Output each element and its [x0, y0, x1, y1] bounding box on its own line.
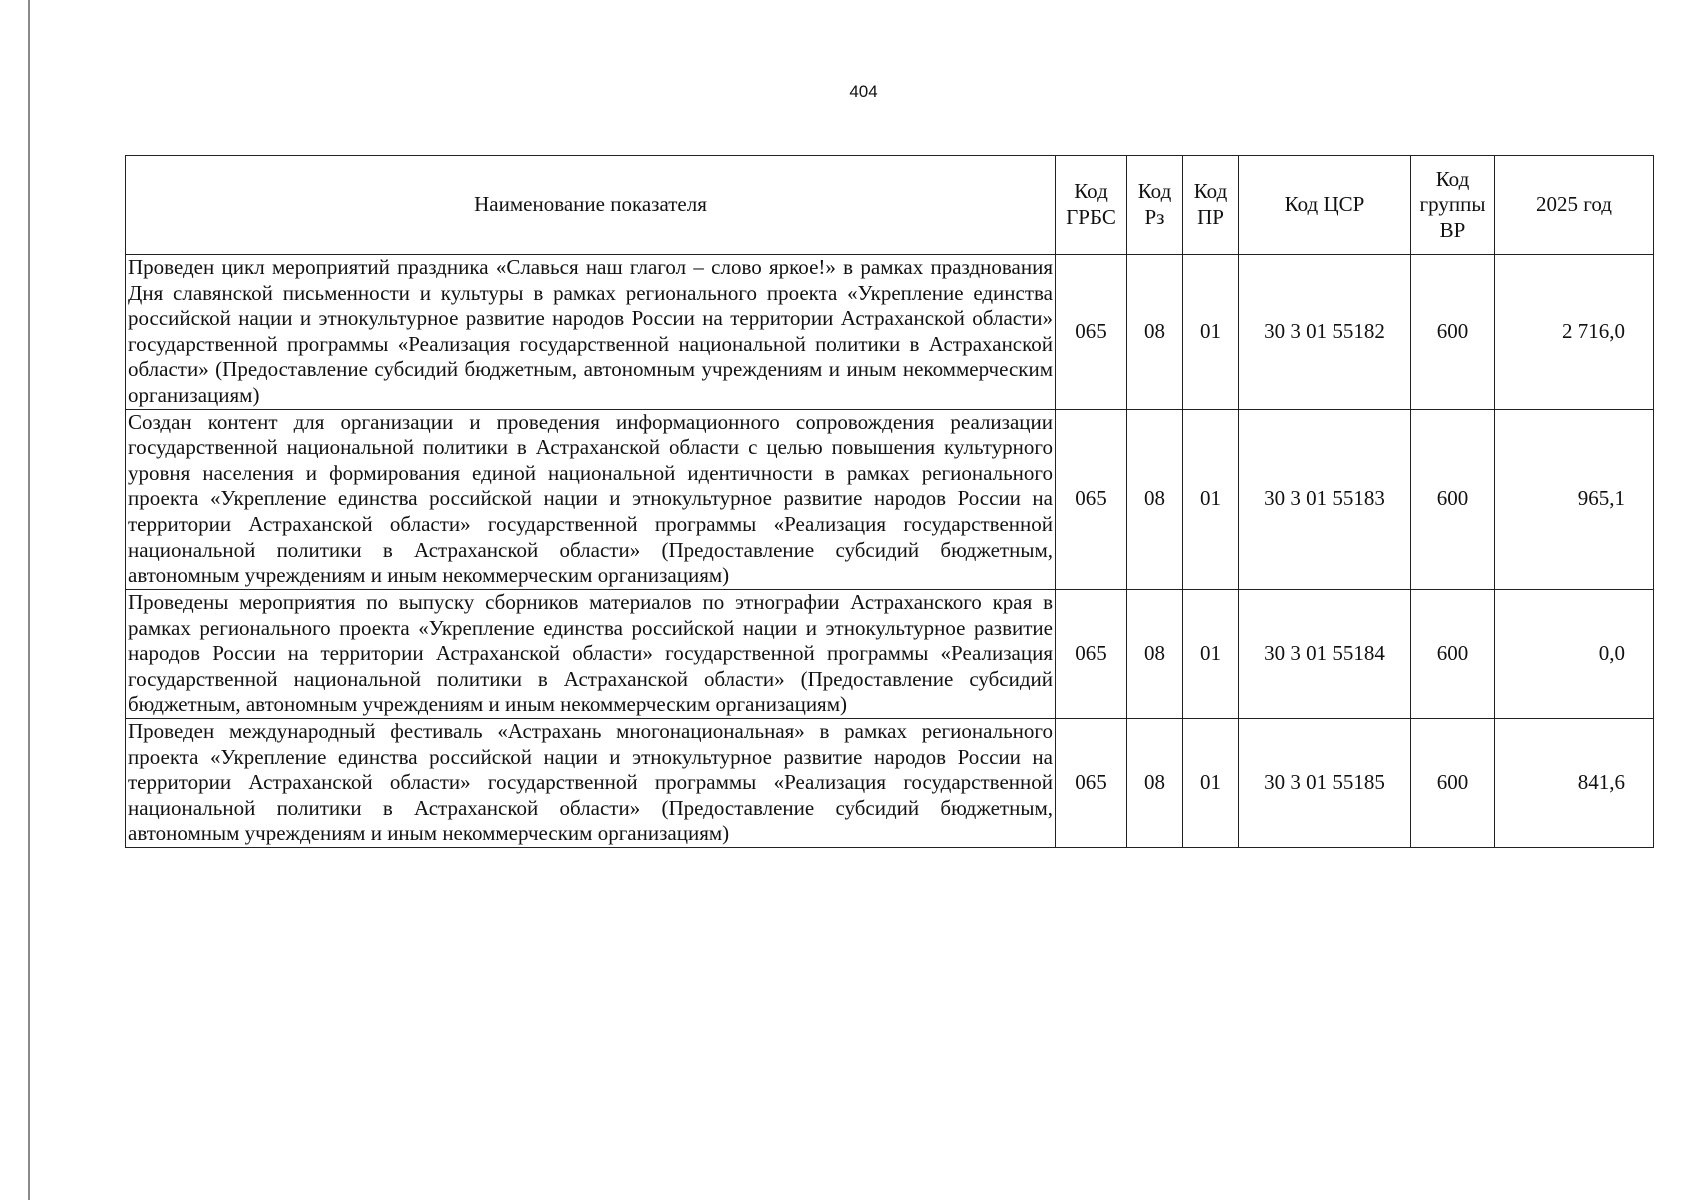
table-row — [126, 718, 1654, 847]
row-csr: 30 3 01 55182 — [1239, 255, 1411, 410]
row-grbs: 065 — [1056, 589, 1127, 718]
row-pr: 01 — [1183, 255, 1239, 410]
row-vr: 600 — [1411, 589, 1495, 718]
budget-table — [125, 155, 1654, 848]
row-grbs: 065 — [1056, 718, 1127, 847]
row-name: Проведен цикл мероприятий праздника «Славься наш глагол – слово яркое!» в рамках празднования Дня славянской письменности и культуры в рамках регионального проекта «Укрепление единства российской нации и этнокультурное развитие народов России на территории Астраханской области» государственной программы «Реализация государственной национальной политики в Астраханской области» (Предоставление субсидий бюджетным, автономным учреждениям и иным некоммерческим организациям) — [126, 255, 1056, 410]
row-pr: 01 — [1183, 589, 1239, 718]
row-amount: 2 716,0 — [1495, 255, 1654, 410]
page-number: 404 — [849, 82, 878, 101]
header-grbs: Код ГРБС — [1056, 156, 1127, 255]
row-grbs: 065 — [1056, 409, 1127, 589]
row-csr: 30 3 01 55185 — [1239, 718, 1411, 847]
row-grbs: 065 — [1056, 255, 1127, 410]
row-csr: 30 3 01 55184 — [1239, 589, 1411, 718]
table-row — [126, 409, 1654, 589]
header-csr: Код ЦСР — [1239, 156, 1411, 255]
row-amount: 841,6 — [1495, 718, 1654, 847]
table-body — [126, 255, 1654, 848]
header-year: 2025 год — [1495, 156, 1654, 255]
row-name: Проведен международный фестиваль «Астрахань многонациональная» в рамках регионального проекта «Укрепление единства российской нации и этнокультурное развитие народов России на территории Астраханской области» государственной программы «Реализация государственной национальной политики в Астраханской области» (Предоставление субсидий бюджетным, автономным учреждениям и иным некоммерческим организациям) — [126, 718, 1056, 847]
header-rz: Код Рз — [1127, 156, 1183, 255]
header-vr: Код группы ВР — [1411, 156, 1495, 255]
table-header — [126, 156, 1654, 255]
row-rz: 08 — [1127, 409, 1183, 589]
row-csr: 30 3 01 55183 — [1239, 409, 1411, 589]
row-rz: 08 — [1127, 589, 1183, 718]
row-name: Проведены мероприятия по выпуску сборников материалов по этнографии Астраханского края в рамках регионального проекта «Укрепление единства российской нации и этнокультурное развитие народов России на территории Астраханской области» государственной программы «Реализация государственной национальной политики в Астраханской области» (Предоставление субсидий бюджетным, автономным учреждениям и иным некоммерческим организациям) — [126, 589, 1056, 718]
header-row — [126, 156, 1654, 255]
row-vr: 600 — [1411, 255, 1495, 410]
row-amount: 0,0 — [1495, 589, 1654, 718]
row-amount: 965,1 — [1495, 409, 1654, 589]
row-rz: 08 — [1127, 255, 1183, 410]
row-pr: 01 — [1183, 718, 1239, 847]
table-row — [126, 255, 1654, 410]
row-pr: 01 — [1183, 409, 1239, 589]
header-name: Наименование показателя — [126, 156, 1056, 255]
table-row — [126, 589, 1654, 718]
row-name: Создан контент для организации и проведения информационного сопровождения реализации государственной национальной политики в Астраханской области с целью повышения культурного уровня населения и формирования единой национальной идентичности в рамках регионального проекта «Укрепление единства российской нации и этнокультурное развитие народов России на территории Астраханской области» государственной программы «Реализация государственной национальной политики в Астраханской области» (Предоставление субсидий бюджетным, автономным учреждениям и иным некоммерческим организациям) — [126, 409, 1056, 589]
row-vr: 600 — [1411, 409, 1495, 589]
header-pr: Код ПР — [1183, 156, 1239, 255]
row-vr: 600 — [1411, 718, 1495, 847]
row-rz: 08 — [1127, 718, 1183, 847]
page-edge-line — [28, 0, 30, 1200]
